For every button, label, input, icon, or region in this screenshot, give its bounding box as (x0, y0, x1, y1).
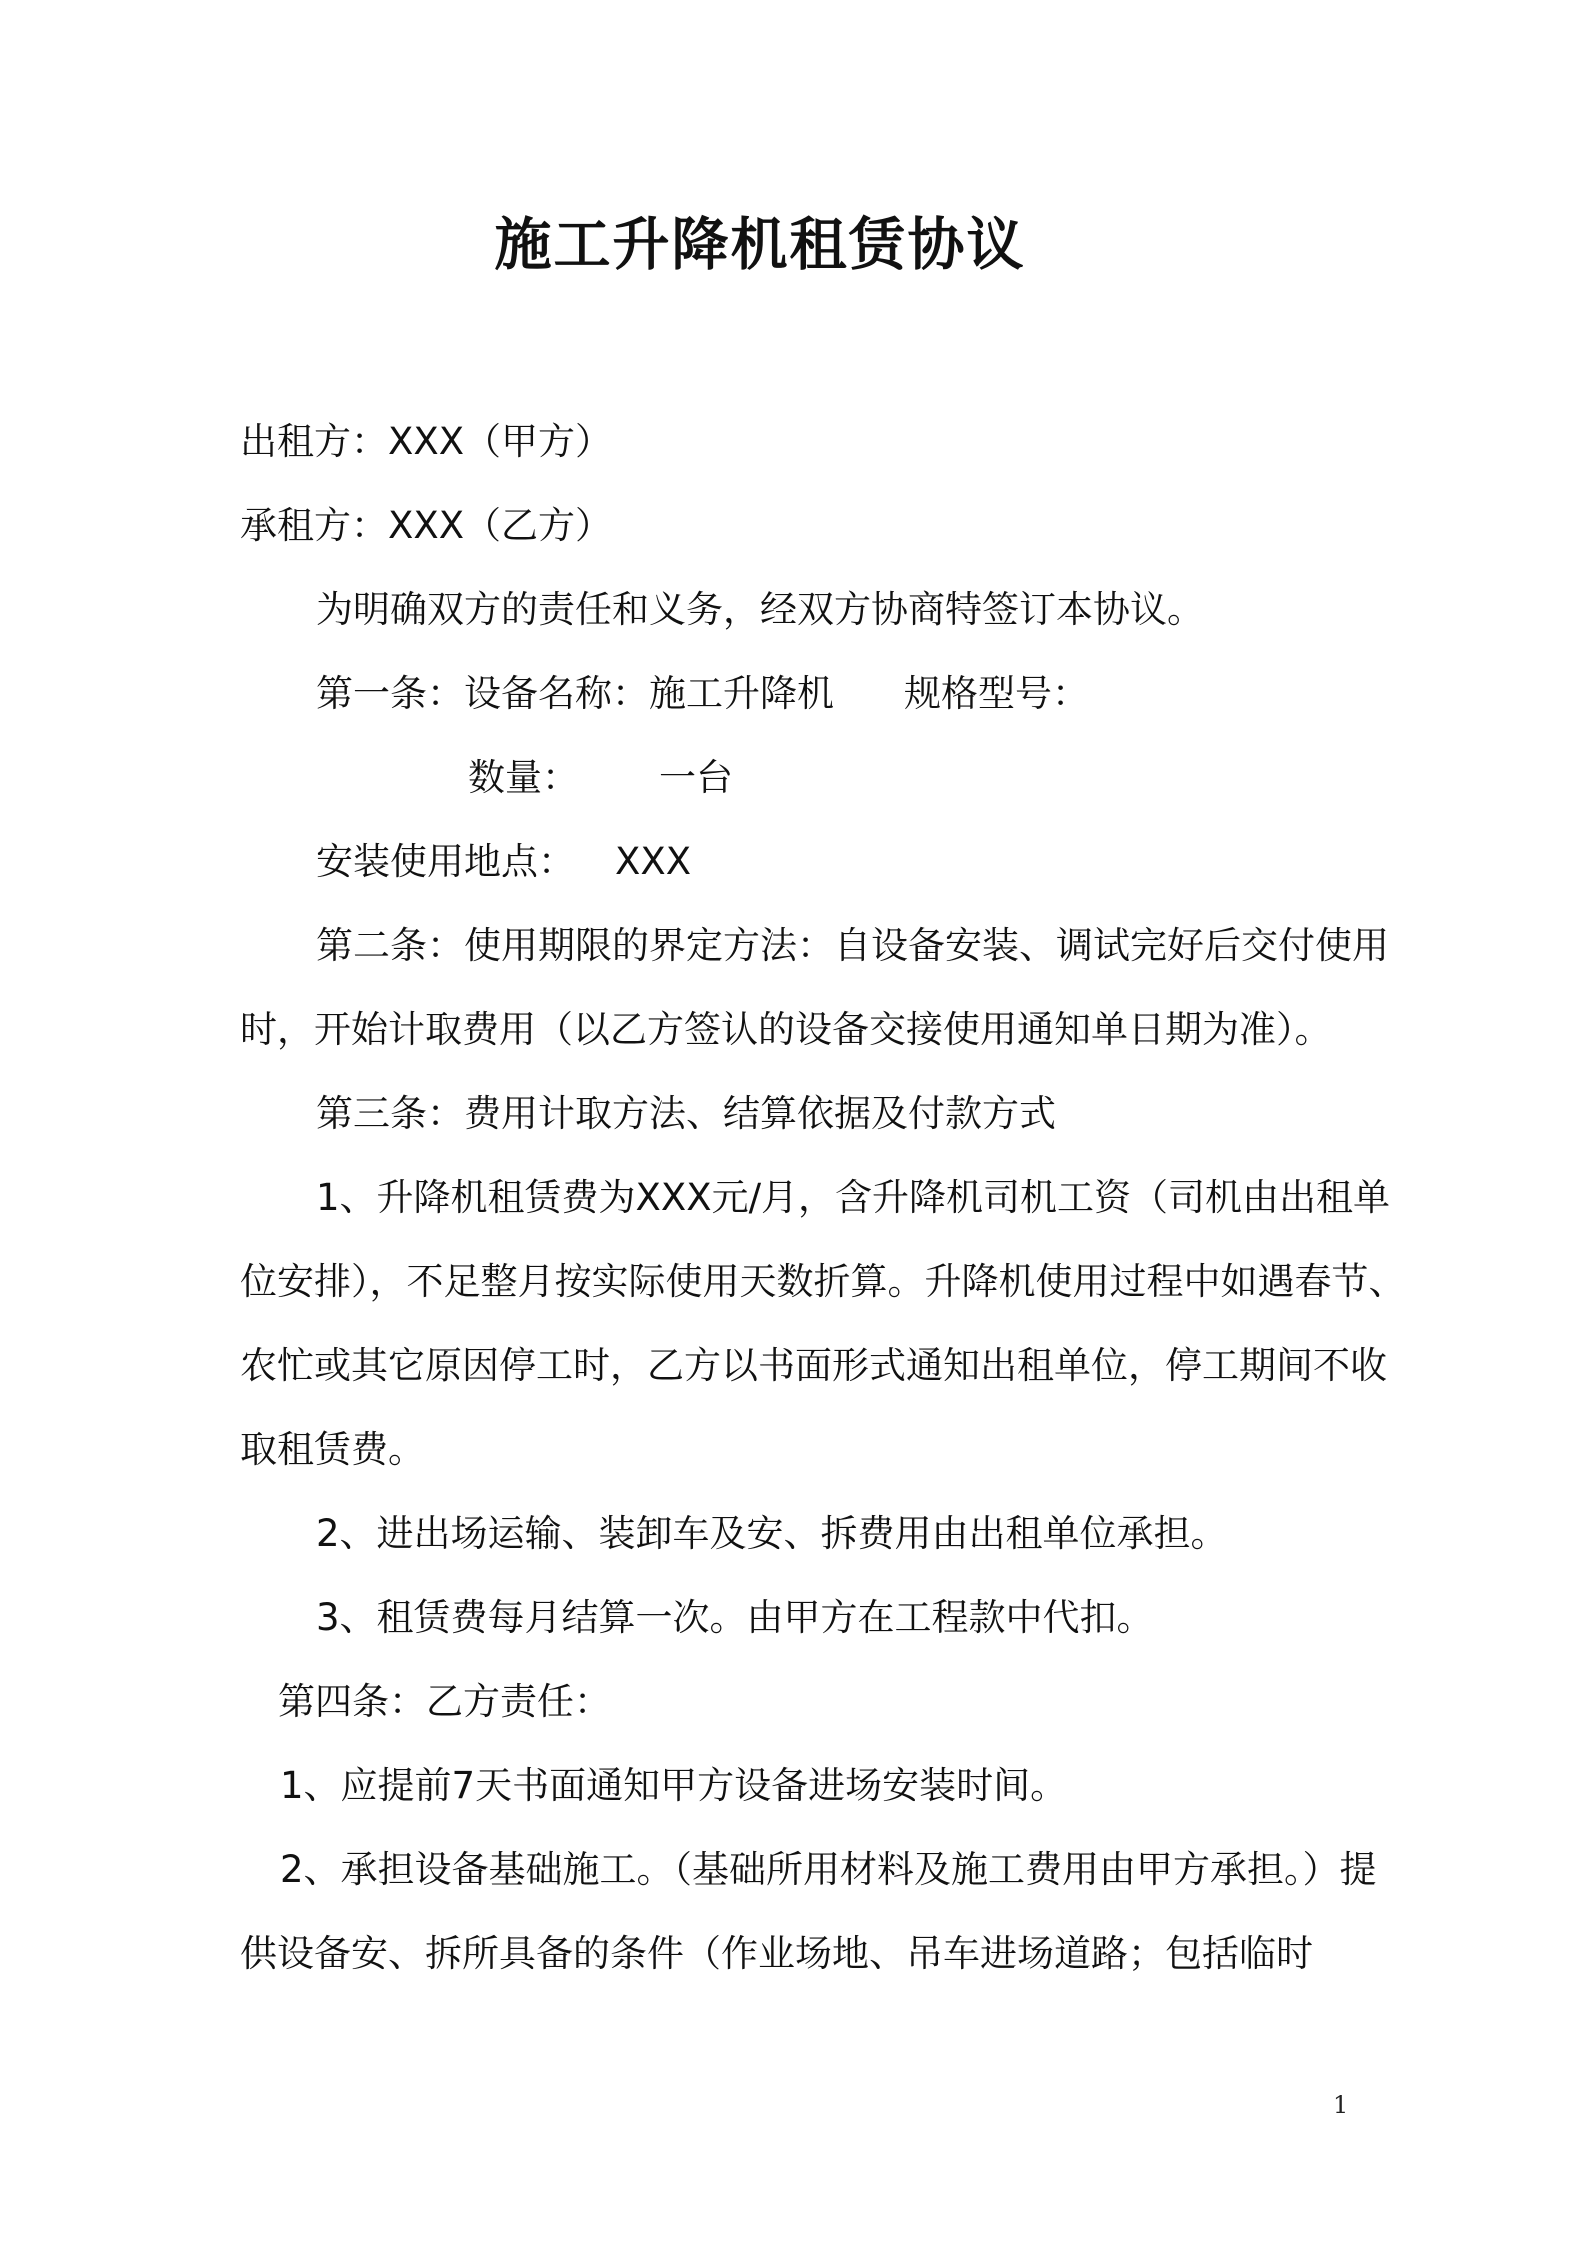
article1-line (240, 652, 1410, 736)
article3-item2: 2、进出场运输、装卸车及安、拆费用由出租单位承担。 (316, 1512, 1228, 1555)
article1-equipment: 第一条：设备名称：施工升降机 (316, 672, 834, 715)
article3-item3: 3、租赁费每月结算一次。由甲方在工程款中代扣。 (316, 1596, 1154, 1639)
quantity-value: 一台 (659, 756, 733, 799)
article1-quantity-line (240, 736, 1410, 820)
document-title: 施工升降机租赁协议 (494, 212, 1026, 278)
intro-paragraph: 为明确双方的责任和义务，经双方协商特签订本协议。 (316, 588, 1204, 631)
location-label: 安装使用地点： (316, 840, 575, 883)
document-body (240, 400, 1410, 1996)
article3-heading: 第三条：费用计取方法、结算依据及付款方式 (316, 1092, 1056, 1135)
location-value: XXX (615, 840, 692, 883)
quantity-label: 数量： (468, 756, 579, 799)
article1-location-line (240, 820, 1410, 904)
article4-heading: 第四条：乙方责任： (278, 1680, 611, 1723)
lessor-line: 出租方：XXX（甲方） (240, 420, 613, 463)
page-number: 1 (1333, 2091, 1349, 2119)
article4-item2: 2、承担设备基础施工。（基础所用材料及施工费用由甲方承担。）提供设备安、拆所具备的条件（作业场地、吊车进场道路；包括临时 (240, 1848, 1377, 1975)
article2-paragraph: 第二条：使用期限的界定方法：自设备安装、调试完好后交付使用时，开始计取费用（以乙方签认的设备交接使用通知单日期为准）。 (240, 924, 1389, 1051)
lessee-line: 承租方：XXX（乙方） (240, 504, 613, 547)
article3-item1: 1、升降机租赁费为XXX元/月，含升降机司机工资（司机由出租单位安排），不足整月按实际使用天数折算。升降机使用过程中如遇春节、农忙或其它原因停工时，乙方以书面形式通知出租单位，停工期间不收取租赁费。 (240, 1176, 1406, 1471)
article1-spec-label: 规格型号： (904, 672, 1089, 715)
article4-item1: 1、应提前7天书面通知甲方设备进场安装时间。 (280, 1764, 1068, 1807)
